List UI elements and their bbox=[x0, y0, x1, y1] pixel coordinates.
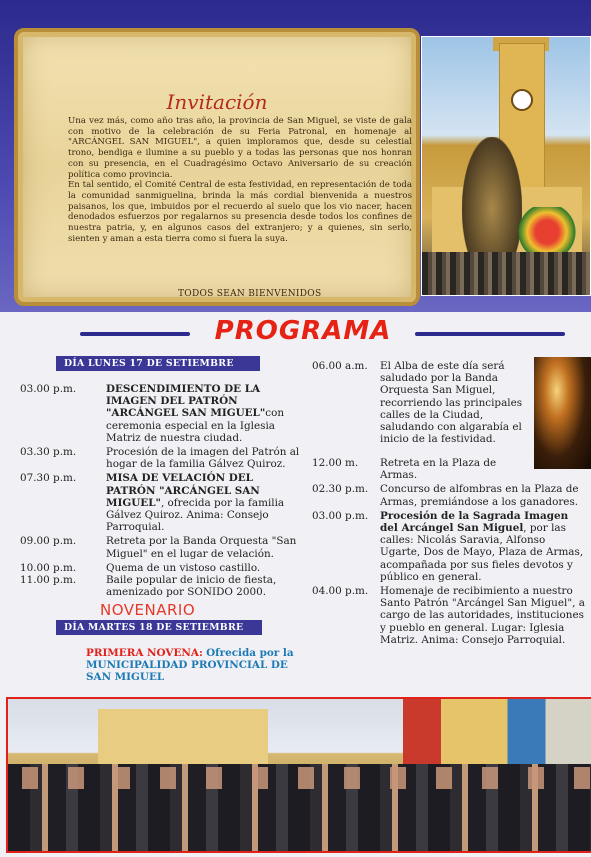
event-time: 03.00 p.m. bbox=[20, 383, 77, 395]
divider-right bbox=[415, 332, 565, 336]
event-time: 11.00 p.m. bbox=[20, 574, 77, 587]
day2-schedule-cont bbox=[312, 457, 588, 646]
day1-schedule bbox=[20, 383, 302, 598]
divider-left bbox=[80, 332, 190, 336]
event-text: Procesión de la imagen del Patrón al hogar de la familia Gálvez Quiroz. bbox=[106, 446, 300, 471]
event-time: 12.00 m. bbox=[312, 457, 359, 469]
event-row bbox=[312, 585, 588, 646]
event-text: Quema de un vistoso castillo. bbox=[106, 561, 261, 574]
event-time: 10.00 p.m. bbox=[20, 561, 77, 574]
event-text: Retreta por la Banda Orquesta "San Miguel" en el lugar de velación. bbox=[106, 535, 297, 560]
event-time: 02.30 p.m. bbox=[312, 483, 369, 496]
event-text: Retreta en la Plaza de Armas. bbox=[380, 457, 497, 482]
event-row bbox=[20, 535, 302, 559]
primera-novena bbox=[86, 647, 306, 684]
flower-arrangement bbox=[517, 207, 577, 257]
event-row bbox=[312, 457, 588, 481]
event-text: Homenaje de recibimiento a nuestro Santo Patrón "Arcángel San Miguel", a cargo de las autoridades, instituciones y pueblo en general. Lugar: Iglesia Matriz. Anima: Consejo Parroquial. bbox=[380, 585, 585, 646]
event-text: Concurso de alfombras en la Plaza de Armas, premiándose a los ganadores. bbox=[380, 483, 579, 508]
programa-title: PROGRAMA bbox=[214, 316, 392, 346]
event-text: El Alba de este día será saludado por la Banda Orquesta San Miguel, recorriendo las principales calles de la Ciudad, saludando con algarabía el inicio de la festividad. bbox=[380, 360, 523, 446]
event-title: MISA DE VELACIÓN DEL PATRÓN "ARCÁNGEL SAN MIGUEL" bbox=[106, 472, 260, 509]
event-time: 07.30 p.m. bbox=[20, 472, 77, 485]
event-row bbox=[20, 446, 302, 470]
event-row bbox=[20, 472, 302, 533]
programa-header bbox=[0, 312, 591, 356]
day2-schedule bbox=[312, 360, 532, 447]
event-time: 09.00 p.m. bbox=[20, 535, 77, 548]
invitation-paragraph-1: Una vez más, como año tras año, la provincia de San Miguel, se viste de gala con motivo de la celebración de su Feria Patronal, en homenaje al "ARCÁNGEL SAN MIGUEL", a quien imploramos que, desde su celestial trono, bendiga e ilumine a su pueblo y a todas las personas que nos honran con su presencia, en el Cuadragésimo Octavo Aniversario de su creación política como provincia. bbox=[68, 116, 412, 180]
primera-novena-label: PRIMERA NOVENA: bbox=[86, 647, 203, 659]
day1-badge: DÍA LUNES 17 DE SETIEMBRE bbox=[56, 356, 260, 371]
invitation-footer: TODOS SEAN BIENVENIDOS bbox=[178, 289, 322, 299]
saint-statue bbox=[462, 137, 522, 257]
clock-icon bbox=[511, 89, 533, 111]
church-procession-photo bbox=[421, 36, 591, 296]
event-text: , ofrecida por la familia Gálvez Quiroz. Anima: Consejo Parroquial. bbox=[106, 496, 285, 534]
day2-badge: DÍA MARTES 18 DE SETIEMBRE bbox=[56, 620, 262, 635]
event-row bbox=[20, 383, 302, 444]
invitation-title: Invitación bbox=[166, 90, 268, 114]
event-title: Procesión de la Sagrada Imagen del Arcángel San Miguel bbox=[380, 509, 569, 535]
event-time: 03.30 p.m. bbox=[20, 446, 77, 459]
event-time: 06.00 a.m. bbox=[312, 360, 368, 372]
event-row bbox=[312, 510, 588, 583]
event-row bbox=[312, 483, 588, 507]
event-time: 03.00 p.m. bbox=[312, 509, 369, 522]
invitation-text bbox=[68, 116, 412, 244]
crowd bbox=[422, 252, 590, 296]
novenario-heading: NOVENARIO bbox=[100, 601, 196, 619]
faces bbox=[8, 767, 591, 789]
invitation-scroll bbox=[14, 28, 420, 306]
fireworks-photo bbox=[534, 357, 591, 469]
event-text: con ceremonia especial en la Iglesia Matriz de nuestra ciudad. bbox=[106, 407, 285, 444]
event-time: 04.00 p.m. bbox=[312, 585, 369, 598]
event-title: DESCENDIMIENTO DE LA IMAGEN DEL PATRÓN "ARCÁNGEL SAN MIGUEL" bbox=[106, 383, 266, 420]
event-text: , por las calles: Nicolás Saravia, Alfonso Ugarte, Dos de Mayo, Plaza de Armas, acompañada por sus fieles devotos y público en general. bbox=[380, 522, 584, 583]
authorities-photo bbox=[6, 697, 591, 853]
event-row bbox=[20, 562, 302, 574]
primera-novena-text: Ofrecida por la MUNICIPALIDAD PROVINCIAL DE SAN MIGUEL bbox=[86, 647, 294, 684]
invitation-paragraph-2: En tal sentido, el Comité Central de esta festividad, en representación de toda la comunidad sanmiguelina, brinda la más cordial bienvenida a nuestros paisanos, los que, imbuidos por el recuerdo al suelo que los vio nacer, hacen denodados esfuerzos por regalarnos su presencia desde todos los confines de nuestra patria, y, en algunos casos del extranjero; y a quienes, sin serlo, sienten y aman a esta tierra como si fuera la suya. bbox=[68, 180, 412, 244]
event-text: Baile popular de inicio de fiesta, amenizado por SONIDO 2000. bbox=[106, 574, 277, 599]
event-row bbox=[312, 360, 532, 445]
event-row bbox=[20, 574, 302, 598]
